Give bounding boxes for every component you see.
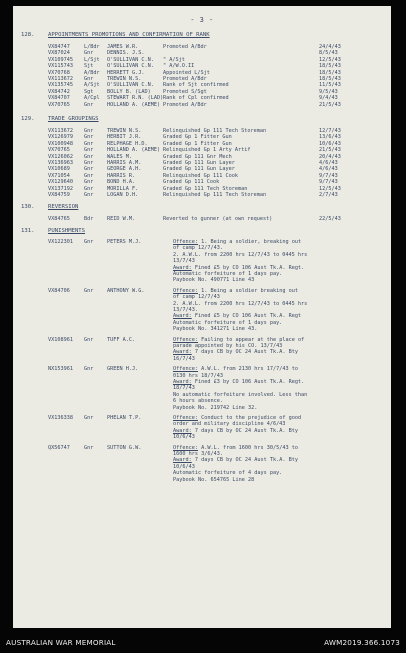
punishment-line-text: 2. A.W.L. from 2200 hrs 12/7/43 to 0445 hrs <box>173 300 308 307</box>
punishment-field-label: Award: <box>173 264 192 271</box>
service-number: VX129640 <box>48 179 73 186</box>
entry-date: 4/6/43 <box>319 166 338 173</box>
punishment-line-text: Automatic forfeiture of 1 days pay. <box>173 271 283 277</box>
section-title <box>48 32 210 39</box>
soldier-name: REID W.M. <box>107 216 136 222</box>
entry-date: 4/6/43 <box>319 160 338 166</box>
service-number: VX84706 <box>48 287 70 294</box>
punishment-line <box>173 320 282 326</box>
rank: Gnr <box>84 147 94 154</box>
punishment-line <box>173 434 195 440</box>
punishment-field-label: Offence: <box>173 287 198 294</box>
service-number: NX153961 <box>48 366 73 373</box>
entry-date: 13/6/43 <box>319 134 341 141</box>
punishment-line-text: parade appointed by his CO. 13/7/43 <box>173 343 283 349</box>
punishment-line-text: Paybook No. 490771 Line 43 <box>173 277 255 284</box>
punishment-line-text: Paybook No. 219742 Line 32. <box>173 404 258 411</box>
section-title-text: APPOINTMENTS PROMOTIONS AND CONFIRMATION OF RANK <box>48 32 210 38</box>
entry-text: Graded Gp 111 Gun Layer <box>163 160 235 166</box>
punishment-line-text: Paybook No. 341271 Line 43. <box>173 326 258 333</box>
section-number: 128. <box>21 32 35 38</box>
rank: Gnr <box>84 153 94 160</box>
punishment-line <box>173 428 298 434</box>
entry-date: 21/5/43 <box>319 147 341 154</box>
punishment-line <box>173 307 198 313</box>
soldier-name: O'SULLIVAN C.N. <box>107 63 154 70</box>
entry-text: Relinquished Gp 111 Tech Storeman <box>163 192 267 198</box>
section-title-text: TRADE GROUPINGS <box>48 116 99 122</box>
punishment-field-label: Offence: <box>173 444 198 451</box>
service-number: VX113672 <box>48 76 73 82</box>
soldier-name: O'SULLIVAN C.N. <box>107 56 154 63</box>
entry-date: 11/5/43 <box>319 82 341 89</box>
document-page <box>13 6 391 628</box>
entry-text: Relinquished Gp 111 Cook <box>163 172 238 179</box>
service-number: VX135745 <box>48 82 73 89</box>
entry-date: 10/6/43 <box>319 140 341 147</box>
entry-text: Graded Gp 111 Gun Layer <box>163 166 235 173</box>
punishment-line <box>173 379 304 385</box>
soldier-name: TREWIN N.S. <box>107 128 142 134</box>
soldier-name: GEORGE A.H. <box>107 166 142 173</box>
punishment-line <box>173 326 257 332</box>
punishment-line-text: 2. A.W.L. from 2200 hrs 12/7/43 to 0445 hrs <box>173 251 308 258</box>
entry-text: Rank of Sjt confirmed <box>163 82 229 89</box>
soldier-name: HARRIS R. <box>107 172 136 179</box>
section-title-text: REVERSION <box>48 204 79 210</box>
punishment-line-text: Automatic forfeiture of 1 days pay. <box>173 319 283 326</box>
service-number: VX137192 <box>48 185 73 192</box>
punishment-line <box>173 245 223 251</box>
service-number: VX115743 <box>48 63 73 70</box>
service-number: VX71054 <box>48 172 70 179</box>
punishment-line <box>173 337 304 343</box>
rank: Gnr <box>84 128 94 134</box>
service-number: VX84765 <box>48 216 70 222</box>
service-number: VX84707 <box>48 95 70 102</box>
punishment-line <box>173 392 307 398</box>
entry-date: 8/5/43 <box>319 50 338 57</box>
service-number: VX109745 <box>48 56 73 63</box>
entry-text: Promoted A/Bdr <box>163 76 207 82</box>
soldier-name: HOLLAND A. (AEME) <box>107 101 161 108</box>
page-number: - 3 - <box>190 16 214 24</box>
service-number: VX84747 <box>48 44 70 50</box>
punishment-line <box>173 415 301 421</box>
rank: Gnr <box>84 166 94 173</box>
service-number: VX10689 <box>48 166 70 173</box>
punishment-line-text: 6 hours absence. <box>173 398 223 405</box>
soldier-name: LOGAN D.H. <box>107 192 139 198</box>
entry-text: Promoted A/Bdr <box>163 101 207 108</box>
punishment-line-text: A.W.L. from 2130 hrs 17/7/43 to <box>198 366 298 373</box>
entry-date: 2/7/43 <box>319 192 338 198</box>
punishment-line-text: 18/7/43 <box>173 385 195 392</box>
service-number: VX70765 <box>48 147 70 154</box>
section-title-text: PUNISHMENTS <box>48 228 86 234</box>
punishment-line <box>173 457 298 463</box>
entry-text: Relinquished Gp 111 Tech Storeman <box>163 128 267 134</box>
punishment-field-label: Offence: <box>173 415 198 421</box>
soldier-name: ANTHONY W.G. <box>107 287 145 294</box>
soldier-name: TUFF A.C. <box>107 336 136 343</box>
section-number: 129. <box>21 116 35 122</box>
rank: Gnr <box>84 444 94 451</box>
rank: A/Cpl <box>84 95 100 102</box>
entry-text: Graded Gp 1 Fitter Gun <box>163 140 232 147</box>
punishment-line <box>173 464 195 470</box>
section-number: 131. <box>21 228 35 234</box>
entry-date: 21/5/43 <box>319 101 341 108</box>
entry-date: 12/5/43 <box>319 185 341 192</box>
service-number: VX108961 <box>48 336 73 343</box>
punishment-line <box>173 294 220 300</box>
rank: Gnr <box>84 239 94 245</box>
punishment-line <box>173 366 298 372</box>
entry-date: 22/5/43 <box>319 216 341 222</box>
punishment-line-text: 1. Being a soldier breaking out <box>198 287 298 294</box>
punishment-line-text: 0130 hrs 18/7/43 <box>173 372 223 379</box>
entry-text: Promoted A/Bdr <box>163 44 207 50</box>
soldier-name: PETERS M.J. <box>107 239 142 245</box>
soldier-name: MORILLA F. <box>107 185 139 192</box>
entry-text: Rank of Cpl confirmed <box>163 95 229 102</box>
service-number: VX100948 <box>48 140 73 147</box>
entry-date: 9/7/43 <box>319 179 338 186</box>
punishment-line <box>173 252 307 258</box>
rank: Gnr <box>84 76 94 82</box>
punishment-line <box>173 421 285 427</box>
footer-institution: AUSTRALIAN WAR MEMORIAL <box>6 638 116 647</box>
entry-text: Graded Gp 111 Gnr Mech <box>163 153 232 160</box>
entry-date: 18/5/43 <box>319 63 341 70</box>
punishment-line <box>173 405 257 411</box>
entry-text: Appointed L/Sjt <box>163 69 210 76</box>
rank: Bdr <box>84 216 94 222</box>
entry-text: Promoted S/Sgt <box>163 88 207 95</box>
service-number: VX70768 <box>48 69 70 76</box>
rank: Gnr <box>84 50 94 57</box>
punishment-line-text: of camp 12/7/43 <box>173 294 220 301</box>
entry-text: Reverted to gunner (at own request) <box>163 216 273 222</box>
service-number: VX84742 <box>48 88 70 95</box>
entry-text: Graded Gp 1 Fitter Gun <box>163 134 232 141</box>
punishment-field-label: Award: <box>173 457 192 464</box>
rank: Sgt <box>84 88 94 95</box>
punishment-line-text: Fined £5 by CO 106 Aust Tk.A. Regt <box>191 313 302 320</box>
punishment-line-text: Failing to appear at the place of <box>198 336 305 343</box>
rank: A/Bdr <box>84 69 100 76</box>
rank: Gnr <box>84 172 94 179</box>
punishment-line-text: 1600 hrs 3/6/43. <box>173 451 223 457</box>
punishment-line <box>173 385 195 391</box>
punishment-line-text: order and military discipline 4/6/43 <box>173 421 286 428</box>
section-number: 130. <box>21 204 35 210</box>
punishment-line <box>173 288 298 294</box>
punishment-line <box>173 313 301 319</box>
rank: Gnr <box>84 185 94 192</box>
punishment-line-text: No automatic forfeiture involved. Less than <box>173 391 308 398</box>
entry-text: Graded Gp 111 Tech Storeman <box>163 185 248 192</box>
rank: Gnr <box>84 366 94 373</box>
punishment-line-text: Paybook No. 654765 Line 28 <box>173 476 255 483</box>
punishment-field-label: Award: <box>173 349 192 356</box>
punishment-line-text: Fined £5 by CO 106 Aust Tk.A. Regt. <box>191 264 305 271</box>
punishment-line <box>173 265 304 271</box>
soldier-name: WALES M. <box>107 153 132 160</box>
punishment-line <box>173 349 298 355</box>
soldier-name: DENNIS. J.S. <box>107 50 145 57</box>
service-number: VX113672 <box>48 128 73 134</box>
rank: L/Bdr <box>84 44 100 50</box>
punishment-line <box>173 301 307 307</box>
service-number: QX56747 <box>48 444 70 451</box>
soldier-name: HERBIT J.R. <box>107 134 142 141</box>
rank: Sjt <box>84 63 94 70</box>
section-title <box>48 228 85 235</box>
punishment-line <box>173 277 254 283</box>
entry-date: 24/4/43 <box>319 44 341 50</box>
punishment-line <box>173 258 195 264</box>
soldier-name: STEWART R.N. (LAD) <box>107 95 164 102</box>
rank: A/Sjt <box>84 82 100 89</box>
soldier-name: TREWIN N.S. <box>107 76 142 82</box>
punishment-line <box>173 477 254 483</box>
service-number: VX70765 <box>48 101 70 108</box>
punishment-field-label: Offence: <box>173 336 198 343</box>
entry-date: 9/4/43 <box>319 95 338 102</box>
service-number: VX87024 <box>48 50 70 57</box>
rank: Gnr <box>84 287 94 294</box>
punishment-line-text: of camp 12/7/43. <box>173 245 223 252</box>
section-title <box>48 116 99 123</box>
soldier-name: BOND H.A. <box>107 179 136 186</box>
punishment-line-text: 10/6/43 <box>173 463 195 470</box>
punishment-field-label: Offence: <box>173 239 198 245</box>
entry-date: 20/4/43 <box>319 153 341 160</box>
rank: Gnr <box>84 415 94 421</box>
section-title <box>48 204 78 211</box>
entry-text: " A/W.O.II <box>163 63 195 70</box>
soldier-name: HOLLAND A. (AEME) <box>107 147 161 154</box>
service-number: VX126062 <box>48 153 73 160</box>
punishment-line <box>173 373 223 379</box>
punishment-line-text: 7 days CB by OC 24 Aust Tk.A. Bty <box>191 427 298 434</box>
punishment-line <box>173 470 282 476</box>
entry-date: 18/5/43 <box>319 69 341 76</box>
punishment-line-text: Conduct to the prejudice of good <box>198 415 302 421</box>
punishment-field-label: Award: <box>173 427 192 434</box>
entry-text: Graded Gp 111 Cook <box>163 179 220 186</box>
footer-accession-number: AWM2019.366.1073 <box>324 638 400 647</box>
soldier-name: JAMES W.R. <box>107 44 139 50</box>
punishment-line-text: 10/6/43 <box>173 434 195 441</box>
entry-date: 12/5/43 <box>319 56 341 63</box>
soldier-name: HARRIS A.M. <box>107 160 142 166</box>
entry-date: 9/7/43 <box>319 172 338 179</box>
punishment-line <box>173 356 195 362</box>
entry-date: 12/7/43 <box>319 128 341 134</box>
service-number: VX136963 <box>48 160 73 166</box>
punishment-line-text: 16/7/43 <box>173 355 195 362</box>
punishment-field-label: Award: <box>173 313 192 320</box>
rank: Gnr <box>84 134 94 141</box>
entry-text: Relinquished Gp 1 Arty Artif <box>163 147 251 154</box>
punishment-line-text: Automatic forfeiture of 4 days pay. <box>173 470 283 477</box>
soldier-name: HERRETT G.J. <box>107 69 145 76</box>
soldier-name: SUTTON G.W. <box>107 444 142 451</box>
punishment-line <box>173 445 298 451</box>
rank: Gnr <box>84 192 94 198</box>
punishment-line-text: 7 days CB by OC 24 Aust Tk.A. Bty <box>191 349 298 356</box>
punishment-field-label: Award: <box>173 379 192 385</box>
punishment-line-text: A.W.L. from 1600 hrs 30/5/43 to <box>198 444 298 451</box>
punishment-field-label: Offence: <box>173 366 198 373</box>
service-number: VX136338 <box>48 415 73 421</box>
rank: Gnr <box>84 179 94 186</box>
punishment-line-text: 7 days CB by OC 24 Aust Tk.A. Bty <box>191 457 298 464</box>
soldier-name: GREEN H.J. <box>107 366 139 373</box>
rank: Gnr <box>84 101 94 108</box>
service-number: VX126979 <box>48 134 73 141</box>
rank: Gnr <box>84 140 94 147</box>
punishment-line <box>173 398 223 404</box>
rank: L/Sjt <box>84 56 100 63</box>
soldier-name: PHELAN T.P. <box>107 415 142 421</box>
service-number: VX122301 <box>48 239 73 245</box>
punishment-line-text: 13/7/43. <box>173 307 198 313</box>
punishment-line-text: 13/7/43 <box>173 258 195 265</box>
punishment-line-text: 1. Being a soldier, breaking out <box>198 239 302 245</box>
entry-date: 18/5/43 <box>319 76 341 82</box>
punishment-line <box>173 239 301 245</box>
service-number: VX84759 <box>48 192 70 198</box>
soldier-name: O'SULLIVAN C.N. <box>107 82 154 89</box>
punishment-line <box>173 343 282 349</box>
soldier-name: RELPHAGE H.D. <box>107 140 148 147</box>
soldier-name: BOLLY B. (LAD) <box>107 88 151 95</box>
entry-date: 9/5/43 <box>319 88 338 95</box>
punishment-line-text: Fined £3 by CO 106 Aust Tk.A. Regt. <box>191 379 305 385</box>
entry-text: " A/Sjt <box>163 56 185 63</box>
punishment-line <box>173 271 282 277</box>
rank: Gnr <box>84 336 94 343</box>
punishment-line <box>173 451 223 457</box>
rank: Gnr <box>84 160 94 166</box>
